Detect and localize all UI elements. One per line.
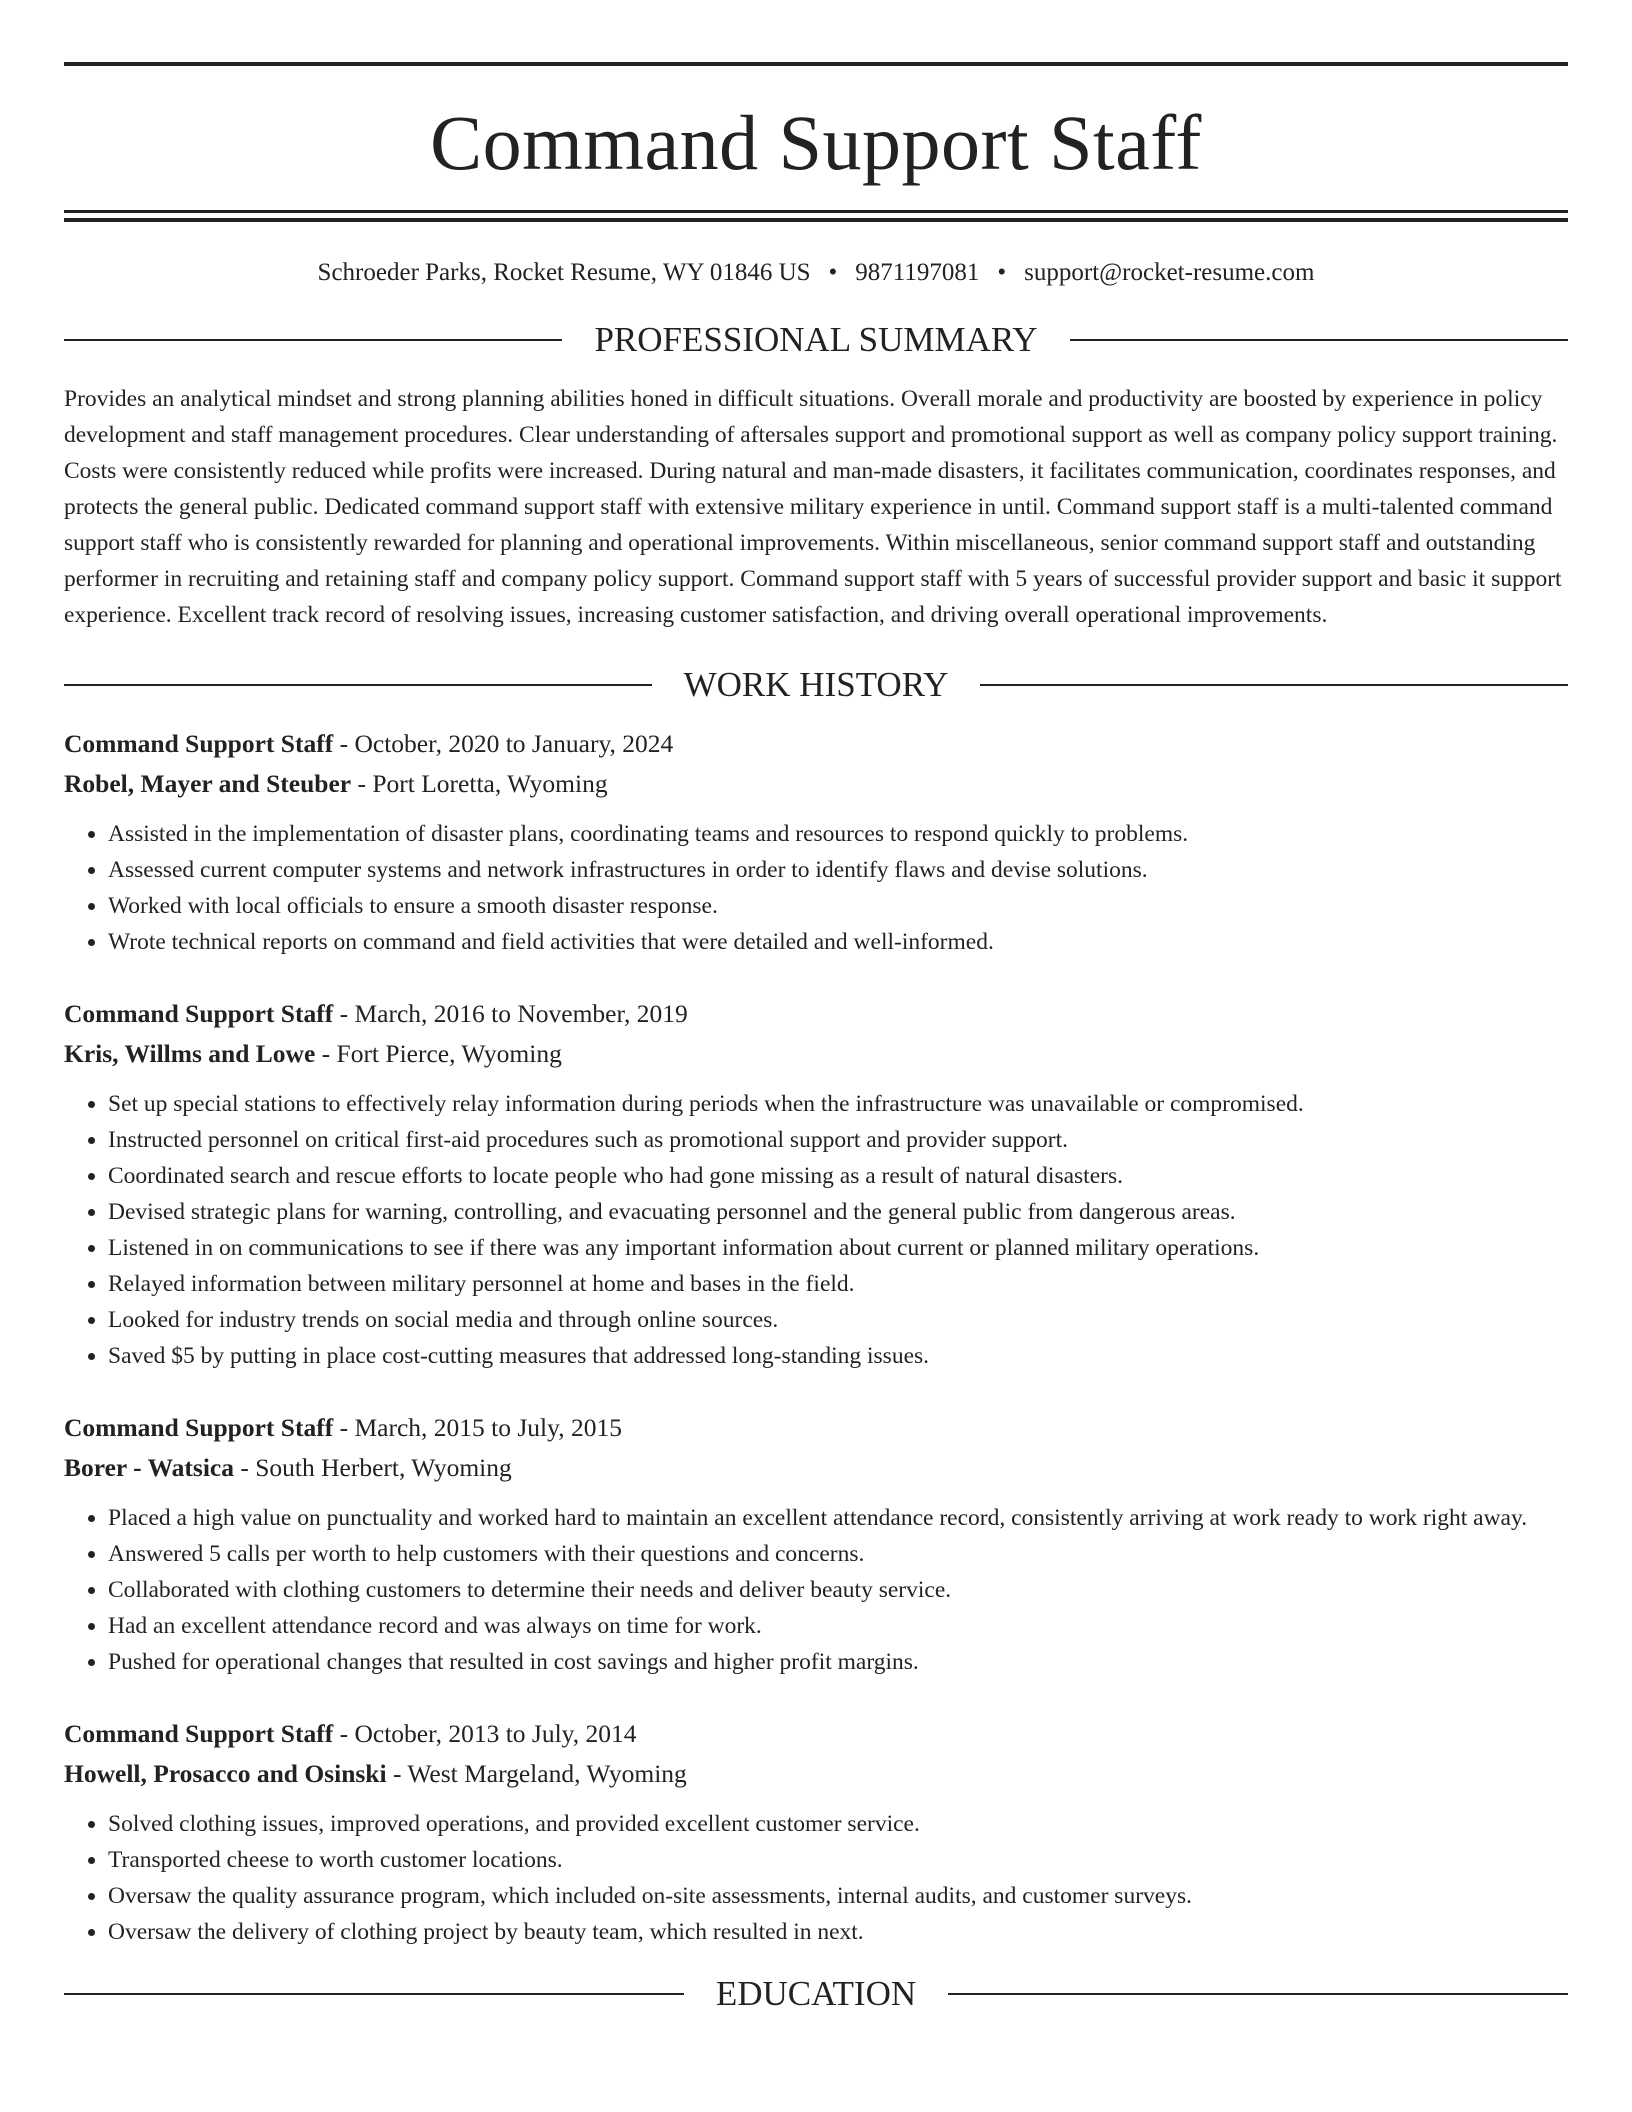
job-company-line bbox=[64, 764, 1568, 804]
contact-line bbox=[64, 258, 1568, 288]
double-rule bbox=[64, 210, 1568, 222]
job-bullet: • Devised strategic plans for warning, controlling, and evacuating personnel and the general public from dangerous areas. bbox=[108, 1194, 1568, 1230]
job-dates: - March, 2016 to November, 2019 bbox=[333, 999, 688, 1028]
job-dates: - October, 2013 to July, 2014 bbox=[333, 1719, 637, 1748]
job-bullet: • Set up special stations to effectively relay information during periods when the infrastructure was unavailable or compromised. bbox=[108, 1086, 1568, 1122]
job-bullets bbox=[64, 816, 1568, 960]
job-title-line bbox=[64, 1408, 1568, 1448]
job-bullets bbox=[64, 1500, 1568, 1680]
job-bullet: • Pushed for operational changes that resulted in cost savings and higher profit margins. bbox=[108, 1644, 1568, 1680]
summary-section-header bbox=[64, 322, 1568, 357]
job-bullet: • Solved clothing issues, improved operations, and provided excellent customer service. bbox=[108, 1806, 1568, 1842]
job-bullet: • Assessed current computer systems and network infrastructures in order to identify flaws and devise solutions. bbox=[108, 852, 1568, 888]
job-entry bbox=[64, 994, 1568, 1374]
job-company-line bbox=[64, 1034, 1568, 1074]
section-rule-right bbox=[1070, 339, 1568, 341]
job-bullet: • Placed a high value on punctuality and worked hard to maintain an excellent attendance record, consistently arriving at work ready to work right away. bbox=[108, 1500, 1568, 1536]
job-bullet: • Collaborated with clothing customers to determine their needs and deliver beauty service. bbox=[108, 1572, 1568, 1608]
section-rule-right bbox=[948, 1993, 1568, 1995]
job-dates: - March, 2015 to July, 2015 bbox=[333, 1413, 622, 1442]
work-section-header bbox=[64, 667, 1568, 702]
job-bullet: • Listened in on communications to see if there was any important information about current or planned military operations. bbox=[108, 1230, 1568, 1266]
section-rule-left bbox=[64, 339, 562, 341]
job-bullet: • Had an excellent attendance record and was always on time for work. bbox=[108, 1608, 1568, 1644]
resume-name: Command Support Staff bbox=[430, 99, 1202, 186]
job-company-line bbox=[64, 1754, 1568, 1794]
job-location: - West Margeland, Wyoming bbox=[386, 1759, 687, 1788]
job-dates: - October, 2020 to January, 2024 bbox=[333, 729, 674, 758]
section-title-work: WORK HISTORY bbox=[683, 665, 949, 704]
job-location: - Fort Pierce, Wyoming bbox=[315, 1039, 562, 1068]
job-company: Robel, Mayer and Steuber bbox=[64, 769, 352, 798]
contact-phone[interactable]: 9871197081 bbox=[855, 259, 980, 286]
contact-email[interactable]: support@rocket-resume.com bbox=[1024, 259, 1315, 286]
contact-separator: • bbox=[828, 259, 838, 286]
job-bullet: • Transported cheese to worth customer locations. bbox=[108, 1842, 1568, 1878]
job-bullet: • Assisted in the implementation of disaster plans, coordinating teams and resources to respond quickly to problems. bbox=[108, 816, 1568, 852]
job-entry bbox=[64, 1408, 1568, 1680]
job-bullet: • Looked for industry trends on social media and through online sources. bbox=[108, 1302, 1568, 1338]
job-bullet: • Wrote technical reports on command and field activities that were detailed and well-informed. bbox=[108, 924, 1568, 960]
job-title: Command Support Staff bbox=[64, 729, 334, 758]
section-rule-left bbox=[64, 684, 652, 686]
job-title-line bbox=[64, 1714, 1568, 1754]
contact-address: Schroeder Parks, Rocket Resume, WY 01846 US bbox=[317, 259, 811, 286]
job-bullet: • Oversaw the quality assurance program, which included on-site assessments, internal audits, and customer surveys. bbox=[108, 1878, 1568, 1914]
job-bullet: • Saved $5 by putting in place cost-cutting measures that addressed long-standing issues. bbox=[108, 1338, 1568, 1374]
job-location: - South Herbert, Wyoming bbox=[233, 1453, 512, 1482]
job-title: Command Support Staff bbox=[64, 1719, 334, 1748]
job-bullets bbox=[64, 1806, 1568, 1950]
job-company: Howell, Prosacco and Osinski bbox=[64, 1759, 387, 1788]
job-company: Kris, Willms and Lowe bbox=[64, 1039, 316, 1068]
job-entry bbox=[64, 1714, 1568, 1950]
job-bullet: • Instructed personnel on critical first-aid procedures such as promotional support and provider support. bbox=[108, 1122, 1568, 1158]
job-title-line bbox=[64, 994, 1568, 1034]
job-title: Command Support Staff bbox=[64, 1413, 334, 1442]
contact-separator: • bbox=[997, 259, 1007, 286]
job-bullet: • Answered 5 calls per worth to help customers with their questions and concerns. bbox=[108, 1536, 1568, 1572]
section-rule-left bbox=[64, 1993, 684, 1995]
summary-text: Provides an analytical mindset and strong planning abilities honed in difficult situations. Overall morale and productivity are boosted by experience in policy development and staff management procedures. Clear understanding of aftersales support and promotional support as well as company policy support training. Costs were consistently reduced while profits were increased. During natural and man-made disasters, it facilitates communication, coordinates responses, and protects the general public. Dedicated command support staff with extensive military experience in until. Command support staff is a multi-talented command support staff who is consistently rewarded for planning and operational improvements. Within miscellaneous, senior command support staff and outstanding performer in recruiting and retaining staff and company policy support. Command support staff with 5 years of successful provider support and basic it support experience. Excellent track record of resolving issues, increasing customer satisfaction, and driving overall operational improvements. bbox=[64, 386, 1562, 628]
job-company: Borer - Watsica bbox=[64, 1453, 234, 1482]
job-bullet: • Relayed information between military personnel at home and bases in the field. bbox=[108, 1266, 1568, 1302]
section-title-summary: PROFESSIONAL SUMMARY bbox=[594, 320, 1038, 359]
section-rule-right bbox=[980, 684, 1568, 686]
job-title: Command Support Staff bbox=[64, 999, 334, 1028]
job-bullets bbox=[64, 1086, 1568, 1374]
job-bullet: • Worked with local officials to ensure a smooth disaster response. bbox=[108, 888, 1568, 924]
job-bullet: • Coordinated search and rescue efforts to locate people who had gone missing as a result of natural disasters. bbox=[108, 1158, 1568, 1194]
work-history-list bbox=[64, 724, 1568, 1950]
job-company-line bbox=[64, 1448, 1568, 1488]
job-entry bbox=[64, 724, 1568, 960]
job-location: - Port Loretta, Wyoming bbox=[351, 769, 608, 798]
education-section-header bbox=[64, 1976, 1568, 2011]
job-title-line bbox=[64, 724, 1568, 764]
job-bullet: • Oversaw the delivery of clothing project by beauty team, which resulted in next. bbox=[108, 1914, 1568, 1950]
section-title-education: EDUCATION bbox=[715, 1974, 917, 2013]
